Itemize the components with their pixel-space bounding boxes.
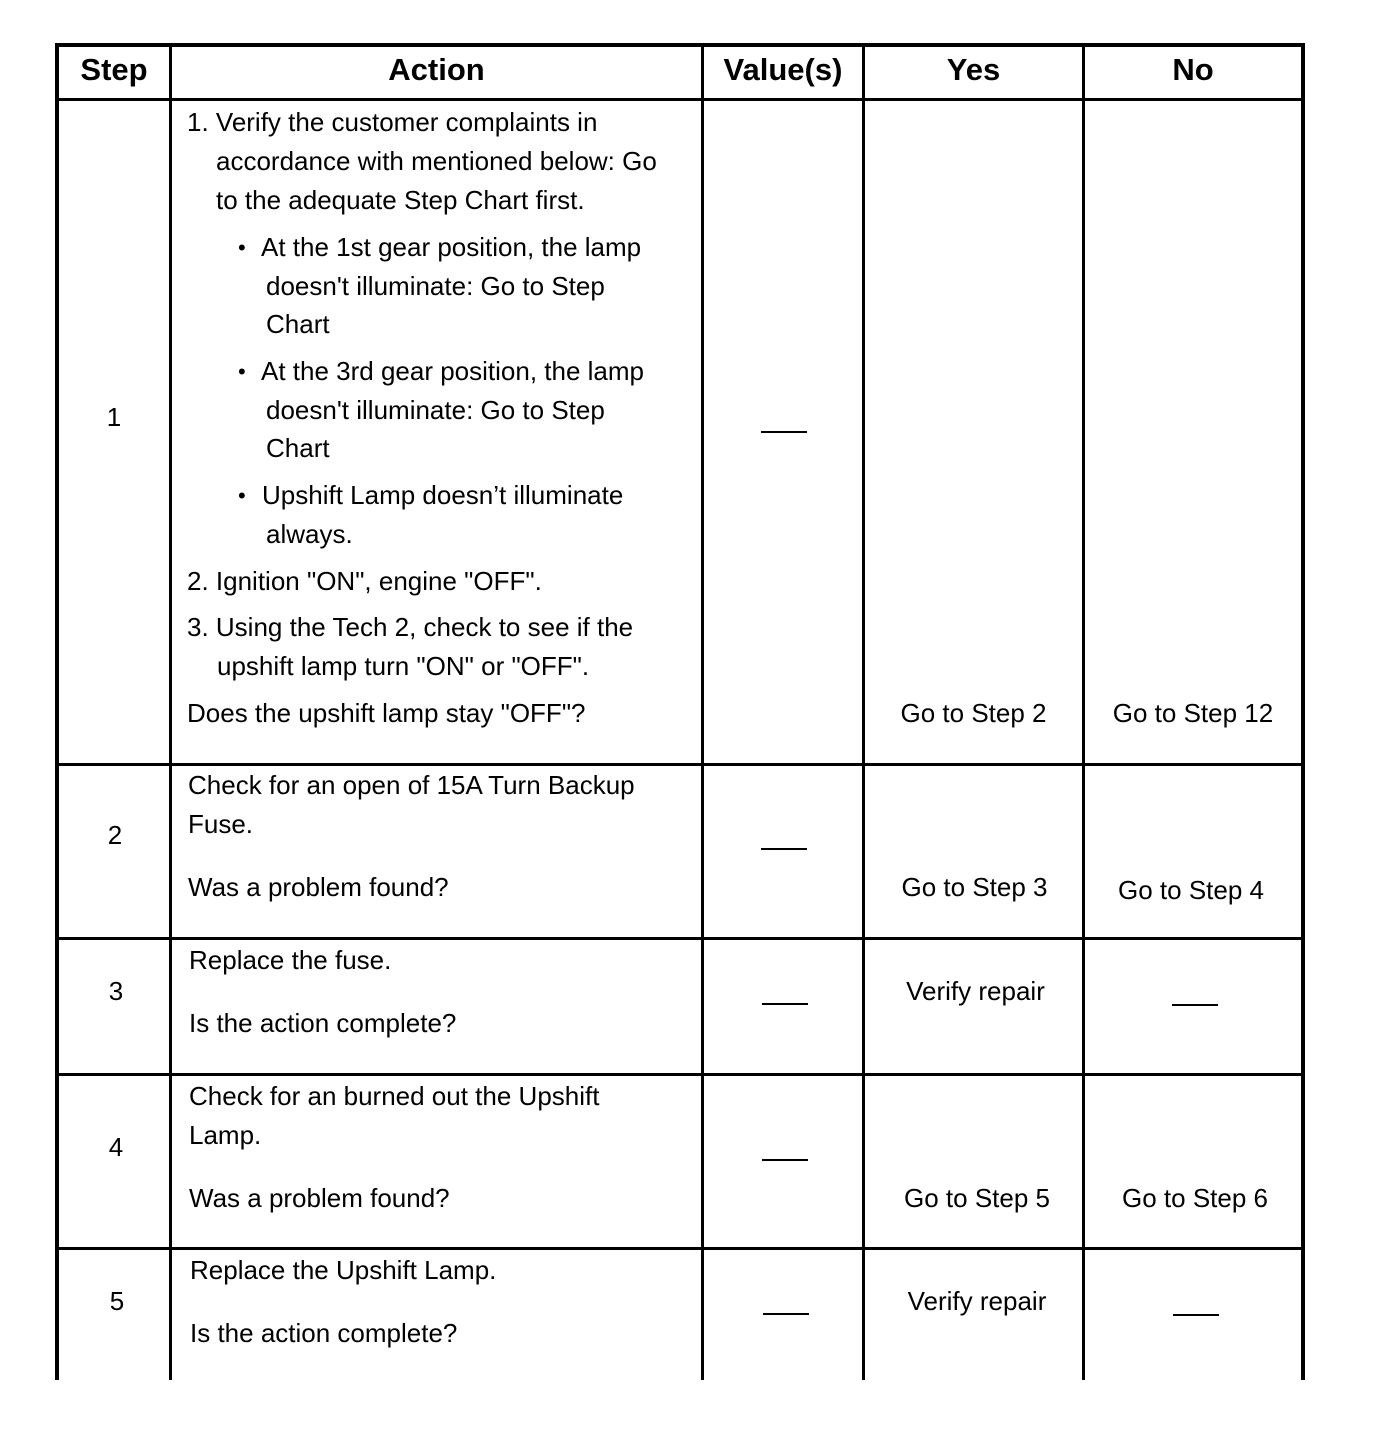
yes-cell: Verify repair (906, 976, 1045, 1006)
step-number: 4 (108, 1132, 124, 1162)
header-values: Value(s) (723, 52, 843, 87)
no-cell: Go to Step 6 (1122, 1183, 1268, 1213)
action-question: Does the upshift lamp stay "OFF"? (187, 698, 586, 728)
col-divider-step (169, 43, 172, 1380)
table-left-border (55, 43, 59, 1380)
header-no: No (1172, 52, 1214, 87)
action-question: Is the action complete? (189, 1008, 457, 1038)
step-number: 2 (107, 820, 123, 850)
header-bottom-border (55, 98, 1305, 101)
action-text-line: doesn't illuminate: Go to Step (266, 271, 605, 301)
no-dash (1173, 1314, 1219, 1316)
bullet-icon: • (238, 483, 246, 508)
action-question: Is the action complete? (190, 1318, 458, 1348)
no-dash (1172, 1004, 1218, 1006)
row2-bottom-border (55, 937, 1305, 940)
action-text-line: always. (266, 519, 353, 549)
table-top-border (55, 43, 1305, 47)
step-number: 1 (106, 402, 122, 432)
row3-bottom-border (55, 1073, 1305, 1076)
yes-cell: Go to Step 2 (900, 698, 1047, 728)
row4-bottom-border (55, 1247, 1305, 1250)
action-text-line: to the adequate Step Chart first. (216, 185, 585, 215)
yes-cell: Go to Step 3 (901, 872, 1048, 902)
action-text-line: 3. Using the Tech 2, check to see if the (187, 612, 634, 642)
header-action: Action (388, 52, 485, 87)
header-yes: Yes (946, 52, 1001, 87)
action-text-line: Upshift Lamp doesn’t illuminate (262, 480, 624, 510)
action-text-line: Fuse. (188, 809, 254, 839)
action-text-line: Check for an burned out the Upshift (189, 1081, 600, 1111)
no-cell: Go to Step 4 (1118, 875, 1264, 905)
action-text-line: At the 3rd gear position, the lamp (261, 356, 645, 386)
action-text-line: Lamp. (189, 1120, 262, 1150)
step-number: 5 (109, 1286, 125, 1316)
action-text-line: Check for an open of 15A Turn Backup (188, 770, 635, 800)
action-text-line: accordance with mentioned below: Go (216, 146, 657, 176)
value-dash (763, 1313, 809, 1315)
value-dash (761, 848, 807, 850)
step-number: 3 (108, 976, 124, 1006)
header-step: Step (80, 52, 148, 87)
action-text-line: Chart (266, 433, 330, 463)
action-text-line: 2. Ignition "ON", engine "OFF". (187, 566, 542, 596)
bullet-icon: • (238, 359, 246, 384)
action-question: Was a problem found? (189, 1183, 450, 1213)
yes-cell: Verify repair (907, 1286, 1047, 1316)
no-cell: Go to Step 12 (1112, 698, 1274, 728)
action-text-line: doesn't illuminate: Go to Step (266, 395, 605, 425)
yes-cell: Go to Step 5 (904, 1183, 1050, 1213)
value-dash (761, 431, 807, 433)
action-text-line: Replace the Upshift Lamp. (190, 1255, 497, 1285)
value-dash (762, 1159, 808, 1161)
action-question: Was a problem found? (188, 872, 449, 902)
action-text-line: Chart (266, 309, 330, 339)
action-text-line: upshift lamp turn "ON" or "OFF". (217, 651, 590, 681)
action-text-line: 1. Verify the customer complaints in (187, 107, 598, 137)
bullet-icon: • (238, 235, 246, 260)
col-divider-action (701, 43, 704, 1380)
value-dash (762, 1003, 808, 1005)
action-text-line: Replace the fuse. (189, 945, 392, 975)
action-text-line: At the 1st gear position, the lamp (261, 232, 642, 262)
